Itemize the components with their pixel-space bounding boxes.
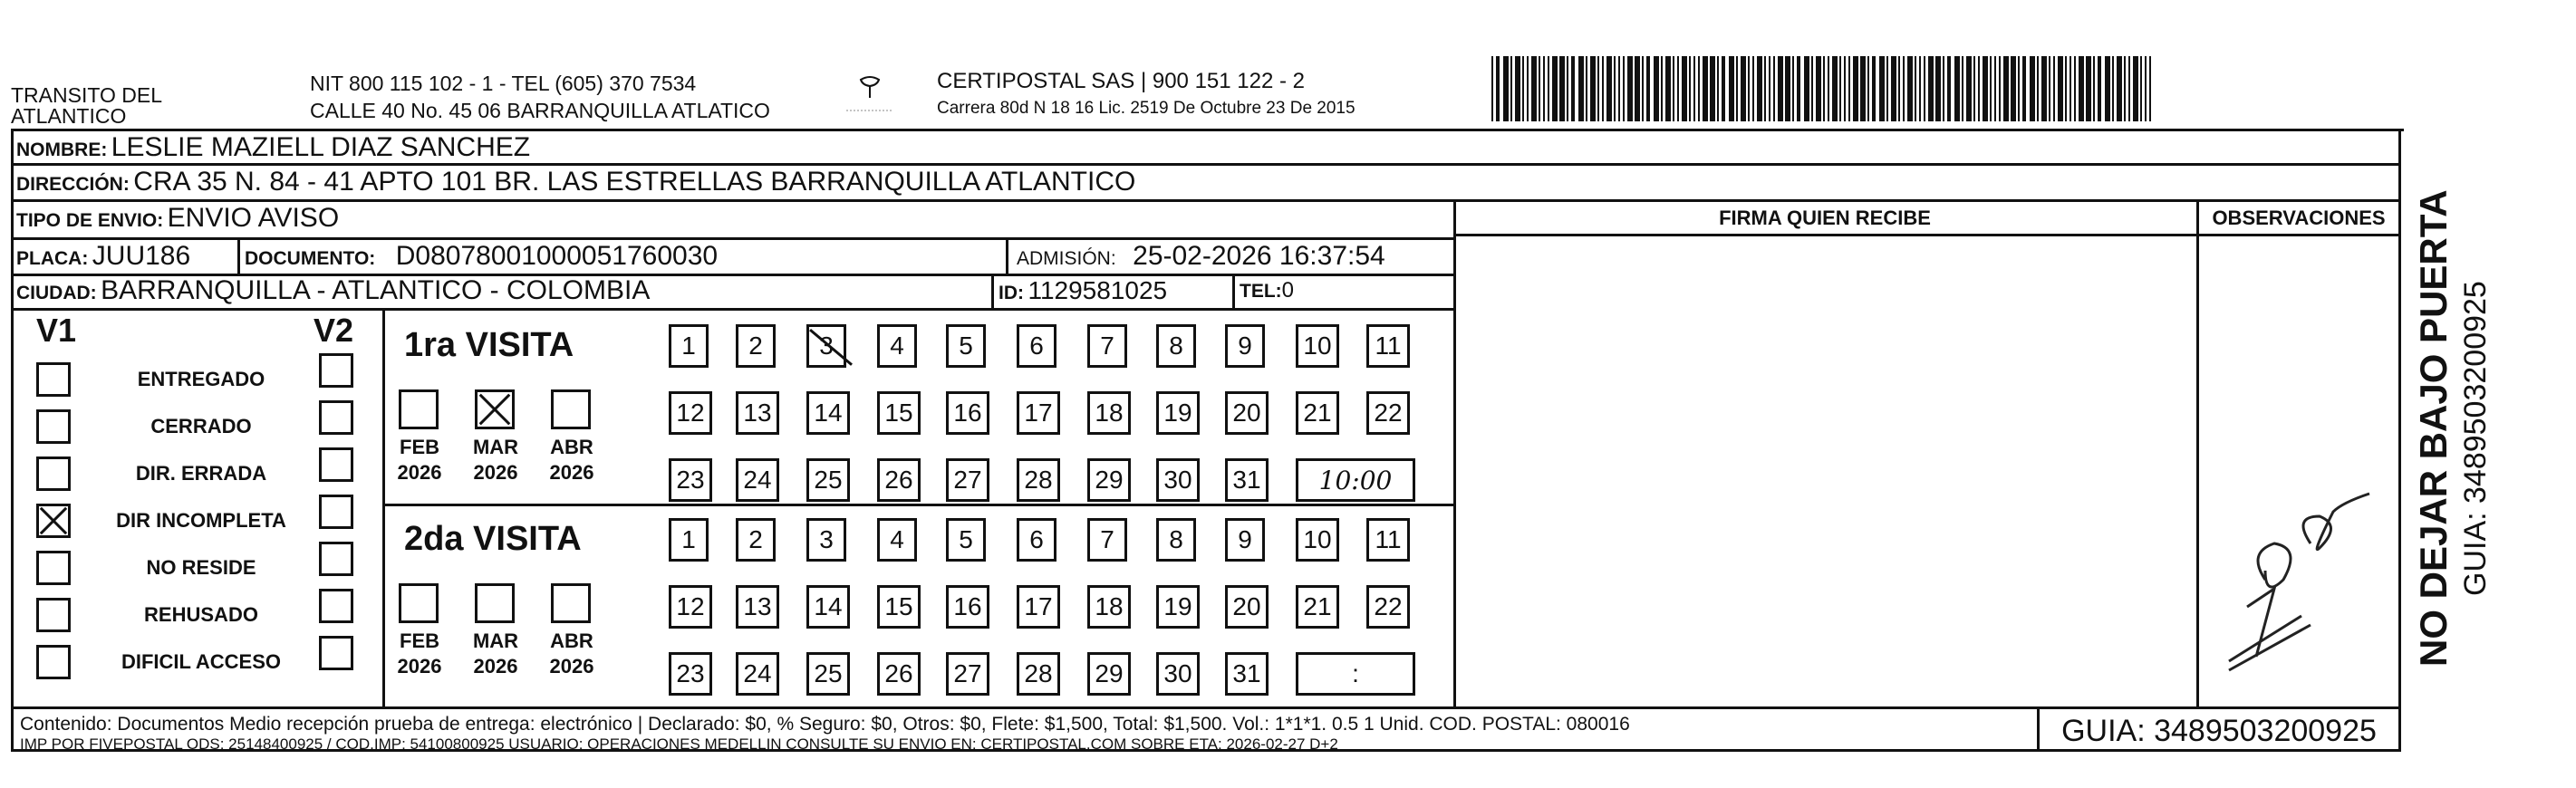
carrier-address: Carrera 80d N 18 16 Lic. 2519 De Octubre 23 De 2015 — [937, 99, 1356, 118]
status-label: DIR INCOMPLETA — [116, 509, 286, 532]
day-box[interactable]: 31 — [1225, 458, 1269, 502]
barcode-bar — [2079, 56, 2084, 121]
day-box[interactable]: 23 — [669, 652, 712, 696]
barcode-bar — [1966, 56, 1972, 121]
day-box[interactable]: 6 — [1017, 324, 1056, 368]
barcode-bar — [1722, 56, 1725, 121]
admission-label: ADMISIÓN: — [1017, 248, 1116, 269]
barcode-bar — [2030, 56, 2035, 121]
day-box[interactable]: 14 — [806, 391, 850, 435]
barcode-bar — [1785, 56, 1790, 121]
day-box[interactable]: 18 — [1087, 391, 1131, 435]
day-box[interactable]: 25 — [806, 652, 850, 696]
day-box[interactable]: 19 — [1156, 391, 1200, 435]
barcode-bar — [1741, 56, 1746, 121]
barcode-bar — [1618, 56, 1620, 121]
month-checkbox[interactable] — [551, 389, 591, 429]
day-box[interactable]: 15 — [877, 391, 921, 435]
barcode-bar — [1590, 56, 1596, 121]
barcode-bar — [1748, 56, 1750, 121]
barcode-bar — [1797, 56, 1800, 121]
v1-checkbox[interactable] — [36, 598, 71, 632]
tel: 0 — [1281, 278, 1295, 303]
footer-print-info: IMP POR FIVEPOSTAL ODS: 25148400925 / COD.IMP: 54100800925 USUARIO: OPERACIONES MEDELLIN CONSULTE SU ENVIO EN: CERTIPOSTAL.COM SOBRE ETA: 2026-02-27 D+2 — [20, 735, 1338, 753]
barcode-bar — [1947, 56, 1951, 121]
barcode-bar — [1717, 56, 1719, 121]
v1-checkbox[interactable] — [36, 409, 71, 444]
day-box[interactable]: 20 — [1225, 391, 1269, 435]
status-label: DIR. ERRADA — [135, 462, 267, 485]
barcode-bar — [1962, 56, 1963, 121]
status-label: ENTREGADO — [137, 368, 265, 390]
barcode-bar — [1757, 56, 1762, 121]
barcode-bar — [1710, 56, 1715, 121]
barcode-bar — [1804, 56, 1809, 121]
day-box[interactable]: 8 — [1156, 324, 1196, 368]
barcode-bar — [1792, 56, 1794, 121]
v2-checkbox[interactable] — [319, 495, 353, 529]
day-box[interactable]: 7 — [1087, 518, 1127, 562]
barcode-bar — [1682, 56, 1687, 121]
barcode-bar — [2074, 56, 2076, 121]
day-box[interactable]: 10 — [1296, 518, 1339, 562]
barcode-bar — [2098, 56, 2101, 121]
barcode-bar — [1559, 56, 1565, 121]
certipostal-logo — [843, 74, 897, 120]
day-box[interactable]: 24 — [736, 458, 779, 502]
barcode-bar — [1646, 56, 1650, 121]
signature-header: FIRMA QUIEN RECIBE — [1719, 207, 1931, 229]
barcode-bar — [1978, 56, 1980, 121]
v1-label: V1 — [36, 312, 77, 349]
barcode-bar — [1935, 56, 1941, 121]
day-box[interactable]: 5 — [946, 324, 986, 368]
month-label — [388, 629, 451, 679]
month-label — [540, 629, 603, 679]
id-row — [999, 275, 1167, 311]
address-row — [16, 167, 1135, 202]
barcode-bar — [1491, 56, 1493, 121]
day-box[interactable]: 3 — [806, 324, 846, 368]
issuer-nit-tel: NIT 800 115 102 - 1 - TEL (605) 370 7534 — [310, 72, 697, 95]
day-box[interactable]: 28 — [1017, 458, 1060, 502]
barcode-bar — [1915, 56, 1916, 121]
barcode-bar — [1853, 56, 1858, 121]
plate-row — [16, 241, 190, 276]
barcode-bar — [2058, 56, 2063, 121]
barcode-bar — [2011, 56, 2016, 121]
v2-checkbox[interactable] — [319, 353, 353, 388]
v2-checkbox[interactable] — [319, 400, 353, 435]
document-row — [245, 241, 718, 276]
month-name: FEB — [400, 436, 439, 458]
day-box[interactable]: 6 — [1017, 518, 1056, 562]
v1-checkbox[interactable] — [36, 645, 71, 679]
barcode-bar — [2145, 56, 2147, 121]
barcode-bar — [1907, 56, 1913, 121]
barcode-bar — [1552, 56, 1558, 121]
barcode-bar — [1872, 56, 1876, 121]
v1-checkbox[interactable] — [36, 551, 71, 585]
city: BARRANQUILLA - ATLANTICO - COLOMBIA — [101, 275, 651, 305]
barcode-bar — [1828, 56, 1829, 121]
barcode-bar — [1778, 56, 1783, 121]
name-label: NOMBRE: — [16, 139, 108, 160]
barcode-bar — [1954, 56, 1960, 121]
barcode-bar — [1773, 56, 1775, 121]
status-label: CERRADO — [150, 415, 252, 437]
visit1-title: 1ra VISITA — [404, 326, 574, 364]
barcode-bar — [1860, 56, 1866, 121]
barcode-bar — [1623, 56, 1625, 121]
day-box[interactable]: 25 — [806, 458, 850, 502]
barcode-bar — [1689, 56, 1691, 121]
side-warning: NO DEJAR BAJO PUERTA — [2412, 189, 2455, 667]
day-box[interactable]: 24 — [736, 652, 779, 696]
recipient-address: CRA 35 N. 84 - 41 APTO 101 BR. LAS ESTRELLAS BARRANQUILLA ATLANTICO — [133, 167, 1136, 197]
day-box[interactable]: 21 — [1296, 585, 1339, 629]
barcode-bar — [1654, 56, 1659, 121]
month-label — [540, 435, 603, 485]
day-box[interactable]: 18 — [1087, 585, 1131, 629]
barcode-bar — [2003, 56, 2009, 121]
v2-checkbox[interactable] — [319, 447, 353, 482]
barcode-bar — [2065, 56, 2067, 121]
barcode-bar — [1891, 56, 1896, 121]
barcode-bar — [1973, 56, 1975, 121]
v2-checkbox[interactable] — [319, 589, 353, 623]
day-box[interactable]: 9 — [1225, 518, 1265, 562]
barcode-bar — [1627, 56, 1633, 121]
barcode-bar — [1586, 56, 1587, 121]
issuer-address: CALLE 40 No. 45 06 BARRANQUILLA ATLATICO — [310, 99, 770, 122]
day-box[interactable]: 4 — [877, 324, 917, 368]
barcode-bar — [1496, 56, 1500, 121]
barcode-bar — [1539, 56, 1540, 121]
day-box[interactable]: 12 — [669, 585, 712, 629]
barcode-bar — [1527, 56, 1529, 121]
barcode-bar — [2128, 56, 2130, 121]
barcode-bar — [1919, 56, 1921, 121]
barcode-bar — [1999, 56, 2001, 121]
barcode-bar — [1503, 56, 1509, 121]
day-box[interactable]: 11 — [1366, 324, 1410, 368]
v2-label: V2 — [314, 312, 354, 349]
barcode-bar — [1839, 56, 1841, 121]
barcode-bar — [1983, 56, 1988, 121]
v2-checkbox[interactable] — [319, 542, 353, 576]
admission-date: 25-02-2026 16:37:54 — [1133, 241, 1385, 271]
document-label: DOCUMENTO: — [245, 248, 376, 269]
day-box[interactable]: 7 — [1087, 324, 1127, 368]
v1-checkbox[interactable] — [36, 362, 71, 397]
barcode-bar — [1548, 56, 1549, 121]
barcode-bar — [1729, 56, 1734, 121]
send-type: ENVIO AVISO — [167, 203, 340, 233]
day-box[interactable]: 17 — [1017, 585, 1060, 629]
barcode-bar — [1879, 56, 1885, 121]
plate: JUU186 — [92, 241, 191, 271]
month-name: ABR — [550, 629, 593, 652]
address-label: DIRECCIÓN: — [16, 174, 130, 195]
side-guide: GUIA: 3489503200925 — [2458, 281, 2493, 596]
barcode-bar — [1578, 56, 1584, 121]
barcode-bar — [1567, 56, 1568, 121]
month-name: FEB — [400, 629, 439, 652]
month-checkbox[interactable] — [399, 389, 439, 429]
month-name: MAR — [472, 436, 519, 458]
barcode-bar — [1635, 56, 1640, 121]
month-year: 2026 — [549, 461, 594, 484]
month-checkbox[interactable] — [551, 583, 591, 623]
day-box[interactable]: 8 — [1156, 518, 1196, 562]
name-row — [16, 132, 530, 168]
day-box[interactable]: 17 — [1017, 391, 1060, 435]
barcode-bar — [2133, 56, 2138, 121]
time-box[interactable]: : — [1296, 652, 1415, 696]
day-box[interactable]: 27 — [946, 458, 989, 502]
barcode-bar — [1886, 56, 1888, 121]
barcode-bar — [1665, 56, 1671, 121]
id-label: ID: — [999, 283, 1024, 303]
day-box[interactable]: 20 — [1225, 585, 1269, 629]
barcode-bar — [1898, 56, 1900, 121]
barcode-bar — [1543, 56, 1545, 121]
admission-row — [1017, 241, 1385, 276]
month-checkbox[interactable] — [475, 389, 515, 429]
barcode-bar — [2124, 56, 2126, 121]
footer-guide: GUIA: 3489503200925 — [2061, 714, 2377, 748]
month-year: 2026 — [397, 461, 442, 484]
barcode-bar — [2018, 56, 2020, 121]
carrier-name: CERTIPOSTAL SAS | 900 151 122 - 2 — [937, 69, 1305, 93]
month-label — [464, 435, 527, 485]
issuer-name: TRANSITO DEL ATLANTICO — [11, 83, 162, 128]
barcode-bar — [2086, 56, 2091, 121]
barcode-bar — [1832, 56, 1838, 121]
barcode-bar — [1642, 56, 1644, 121]
day-box[interactable]: 26 — [877, 652, 921, 696]
month-name: MAR — [472, 629, 519, 652]
month-label — [388, 435, 451, 485]
day-box[interactable]: 2 — [736, 518, 776, 562]
id-number: 1129581025 — [1028, 276, 1168, 304]
city-label: CIUDAD: — [16, 283, 97, 303]
time-box[interactable]: 10:00 — [1296, 458, 1415, 502]
day-box[interactable]: 9 — [1225, 324, 1265, 368]
tel-row — [1240, 275, 1294, 309]
day-box[interactable]: 11 — [1366, 518, 1410, 562]
barcode-bar — [1848, 56, 1850, 121]
footer-contents: Contenido: Documentos Medio recepción prueba de entrega: electrónico | Declarado: $0, % Seguro: $0, Otros: $0, Flete: $1,500, Total: $1,500. Vol.: 1*1*1. 0.5 1 Unid. COD. POSTAL: 080016 — [20, 714, 1630, 735]
day-box[interactable]: 28 — [1017, 652, 1060, 696]
barcode-bar — [1816, 56, 1821, 121]
status-label: NO RESIDE — [146, 556, 256, 579]
barcode-bar — [1571, 56, 1575, 121]
barcode-bar — [1903, 56, 1905, 121]
day-box[interactable]: 29 — [1087, 652, 1131, 696]
day-box[interactable]: 2 — [736, 324, 776, 368]
day-box[interactable]: 21 — [1296, 391, 1339, 435]
barcode-bar — [1614, 56, 1616, 121]
barcode-bar — [1673, 56, 1674, 121]
month-label — [464, 629, 527, 679]
v1-checkbox[interactable] — [36, 504, 71, 538]
day-box[interactable]: 27 — [946, 652, 989, 696]
month-year: 2026 — [473, 461, 518, 484]
day-box[interactable]: 31 — [1225, 652, 1269, 696]
barcode-bar — [2041, 56, 2047, 121]
barcode-bar — [1811, 56, 1813, 121]
barcode-bar — [1677, 56, 1679, 121]
barcode-bar — [1597, 56, 1599, 121]
barcode-bar — [1606, 56, 1612, 121]
barcode-bar — [2112, 56, 2114, 121]
day-box[interactable]: 14 — [806, 585, 850, 629]
month-checkbox[interactable] — [475, 583, 515, 623]
v1-checkbox[interactable] — [36, 456, 71, 491]
tel-label: TEL: — [1240, 281, 1282, 302]
barcode-bar — [2140, 56, 2142, 121]
barcode-bar — [2093, 56, 2095, 121]
barcode-bar — [2117, 56, 2122, 121]
barcode-bar — [1769, 56, 1770, 121]
barcode-bar — [2149, 56, 2151, 121]
barcode-bar — [1515, 56, 1520, 121]
visit2-title: 2da VISITA — [404, 520, 582, 558]
day-box[interactable]: 30 — [1156, 652, 1200, 696]
send-type-label: TIPO DE ENVIO: — [16, 210, 164, 231]
barcode-bar — [1752, 56, 1754, 121]
day-box[interactable]: 23 — [669, 458, 712, 502]
day-box[interactable]: 26 — [877, 458, 921, 502]
barcode-bar — [1736, 56, 1738, 121]
day-box[interactable]: 16 — [946, 391, 989, 435]
barcode-bar — [1510, 56, 1512, 121]
barcode-bar — [1693, 56, 1695, 121]
day-box[interactable]: 16 — [946, 585, 989, 629]
day-box[interactable]: 12 — [669, 391, 712, 435]
barcode-bar — [1823, 56, 1825, 121]
day-box[interactable]: 19 — [1156, 585, 1200, 629]
month-year: 2026 — [549, 655, 594, 677]
day-box[interactable]: 4 — [877, 518, 917, 562]
month-year: 2026 — [397, 655, 442, 677]
day-box[interactable]: 3 — [806, 518, 846, 562]
day-box[interactable]: 29 — [1087, 458, 1131, 502]
barcode-bar — [1602, 56, 1604, 121]
city-row — [16, 275, 650, 311]
recipient-name: LESLIE MAZIELL DIAZ SANCHEZ — [111, 132, 531, 162]
barcode-bar — [1943, 56, 1944, 121]
observations-header: OBSERVACIONES — [2212, 207, 2386, 229]
barcode-bar — [1867, 56, 1869, 121]
day-box[interactable]: 22 — [1366, 391, 1410, 435]
barcode-bar — [1531, 56, 1537, 121]
barcode-bar — [1764, 56, 1766, 121]
day-box[interactable]: 5 — [946, 518, 986, 562]
day-box[interactable]: 22 — [1366, 585, 1410, 629]
month-year: 2026 — [473, 655, 518, 677]
day-box[interactable]: 13 — [736, 391, 779, 435]
document-number: D08078001000051760030 — [395, 241, 719, 271]
status-label: DIFICIL ACCESO — [121, 650, 281, 673]
barcode-bar — [1994, 56, 1996, 121]
plate-label: PLACA: — [16, 248, 89, 269]
v2-checkbox[interactable] — [319, 636, 353, 670]
barcode-bar — [2037, 56, 2039, 121]
status-label: REHUSADO — [144, 603, 258, 626]
day-box[interactable]: 15 — [877, 585, 921, 629]
barcode-bar — [1522, 56, 1524, 121]
day-box[interactable]: 1 — [669, 324, 709, 368]
handwritten-note-text — [2245, 507, 2336, 570]
barcode-bar — [2049, 56, 2050, 121]
day-box[interactable]: 10 — [1296, 324, 1339, 368]
day-box[interactable]: 1 — [669, 518, 709, 562]
send-type-row — [16, 203, 339, 238]
day-box[interactable]: 13 — [736, 585, 779, 629]
barcode-bar — [1928, 56, 1934, 121]
barcode-bar — [1698, 56, 1700, 121]
barcode-bar — [1703, 56, 1708, 121]
barcode-bar — [2022, 56, 2026, 121]
barcode-bar — [2053, 56, 2055, 121]
barcode-bar — [2105, 56, 2110, 121]
barcode-bar — [1924, 56, 1925, 121]
day-box[interactable]: 30 — [1156, 458, 1200, 502]
month-checkbox[interactable] — [399, 583, 439, 623]
month-name: ABR — [550, 436, 593, 458]
barcode-bar — [1990, 56, 1992, 121]
barcode-bar — [1661, 56, 1663, 121]
barcode-bar — [2069, 56, 2071, 121]
barcode — [1491, 56, 2155, 121]
barcode-bar — [1844, 56, 1846, 121]
